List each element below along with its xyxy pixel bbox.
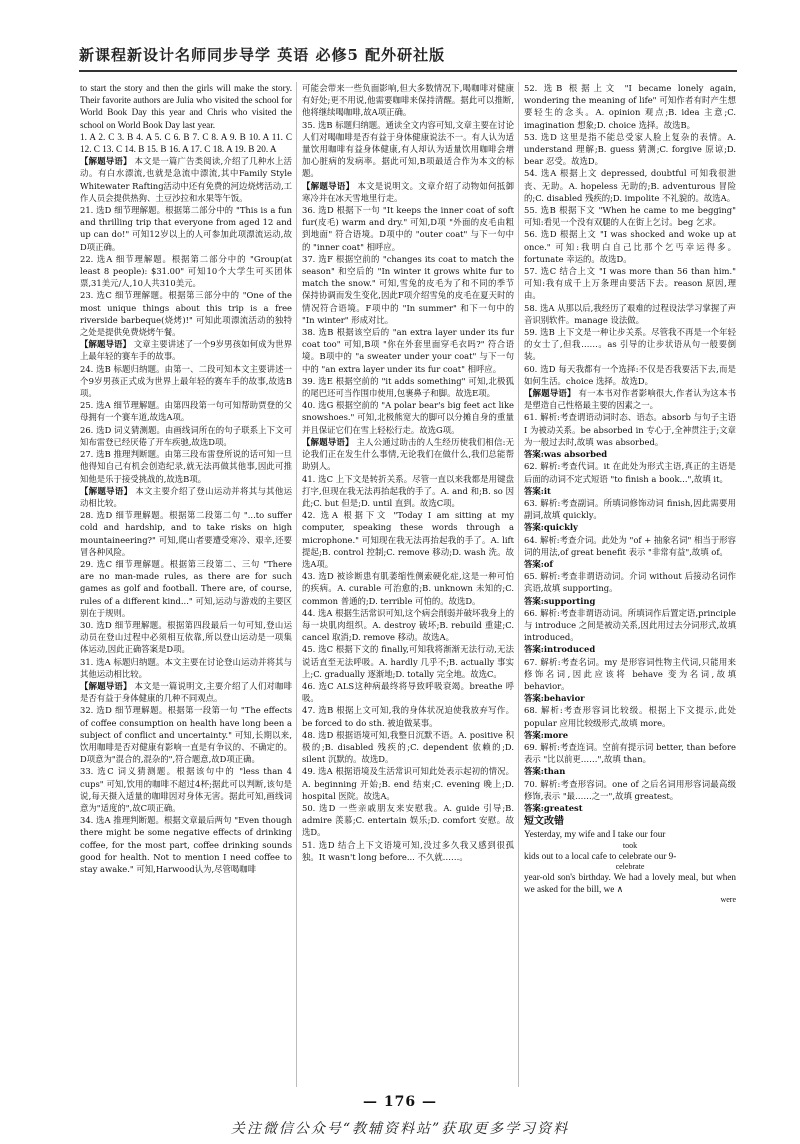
answer-entry: to start the story and then the girls will make the story. Their favorite authors are Julia who visited the school for World Book Day this year and Chris who visited the school on World Book Day last year.	[80, 83, 292, 130]
correction-insert: took	[622, 840, 638, 850]
answer-entry: 66. 解析:考查非谓语动词。所填词作后置定语,principle 与 introduce 之间是被动关系,因此用过去分词形式,故填 introduced。	[524, 607, 736, 643]
answer-columns	[80, 82, 740, 1092]
answer-entry: 44. 选A 根据生活常识可知,这个病会削弱并破坏我身上的每一块肌肉组织。A. destroy 破坏;B. rebuild 重建;C. cancel 取消;D. remove 移动。故选A。	[302, 607, 514, 643]
answer-entry: 可能会带来一些负面影响,但大多数情况下,喝咖啡对健康有好处;更不用说,他需要咖啡来保持清醒。据此可以推断,他将继续喝咖啡,故A项正确。	[302, 83, 514, 118]
column-divider	[518, 82, 519, 1087]
answer-entry: 25. 选A 细节理解题。由第四段第一句可知帮助贾登的父母拥有一个赛车道,故选A项。	[80, 400, 292, 423]
correction-passage	[524, 828, 736, 904]
answer-entry: 53. 选D 这里是指不能总受家人脸上复杂的表情。A. understand 理解;B. guess 猜测;C. forgive 原谅;D. bear 忍受。故选D。	[524, 131, 736, 167]
answer-entry: 52. 选B 根据上文 "I became lonely again, wondering the meaning of life" 可知作者有时产生想要轻生的念头。A. opinion 观点;B. idea 主意;C. imagination 想象;D. choice 选择。故选B。	[524, 83, 736, 130]
answer-entry: 22. 选A 细节理解题。根据第二部分中的 "Group(at least 8 people): $31.00" 可知10个大学生可买团体票,31美元/人,10人共310美元。	[80, 253, 292, 289]
answer-entry: 37. 选F 根据空前的 "changes its coat to match the season" 和空后的 "In winter it grows white fur to match the snow." 可知,雪兔的皮毛为了和不同的季节保持协调而发生变化,因此F项介绍雪兔的皮毛在夏天时的情况符合语境。F项中的 "In summer" 和下一句中的 "In winter" 形成对比。	[302, 253, 514, 325]
answer-line: 答案:was absorbed	[524, 449, 608, 460]
answer-entry: 67. 解析:考查名词。my 是形容词性物主代词,只能用来修饰名词,因此应该将 behave 变为名词,故填 behavior。	[524, 656, 736, 691]
answer-line: 答案:quickly	[524, 522, 578, 533]
answer-entry: 32. 选D 细节理解题。根据第一段第一句 "The effects of coffee consumption on health have long been a subject of conflict and uncertainty." 可知,长期以来,饮用咖啡是否对健康有影响一直是有争议的、不确定的。D项意为"混合的,混杂的",符合题意,故D项正确。	[80, 705, 292, 765]
answer-entry: 49. 选A 根据语境及生活常识可知此处表示起初的情况。A. beginning 开始;B. end 结束;C. evening 晚上;D. hospital 医院。故选A。	[302, 766, 514, 801]
answer-line: 答案:behavior	[524, 693, 585, 704]
footer-note: 关注微信公众号“教辅资料站”获取更多学习资料	[230, 1121, 570, 1137]
answer-entry: 45. 选C 根据下文的 finally,可知我将渐渐无法行动,无法说话直至无法呼吸。A. hardly 几乎不;B. actually 事实上;C. gradually 逐渐地;D. totally 完全地。故选C。	[302, 644, 514, 679]
answer-entry: 57. 选C 结合上文 "I was more than 56 than him." 可知:我有成千上万条理由要活下去。reason 原因,理由。	[524, 266, 736, 301]
column-2	[302, 82, 514, 1092]
answer-entry: 42. 选A 根据下文 "Today I am sitting at my computer, speaking these words through a microphone." 可知现在我无法再抬起我的手了。A. lift 提起;B. control 控制;C. remove 移动;D. wash 洗。故选A项。	[302, 510, 514, 569]
passage-intro: 【解题导语】 文章主要讲述了一个9岁男孩如何成为世界上最年轻的赛车手的故事。	[80, 339, 292, 362]
column-1	[80, 82, 292, 1092]
answer-entry: 47. 选B 根据上文可知,我的身体状况迫使我放弃写作。be forced to do sth. 被迫做某事。	[302, 705, 514, 728]
answer-entry: 27. 选B 推理判断题。由第三段布雷登所说的话可知一旦他得知自己有机会创造纪录,就无法再做其他事,因此可推知他是乐于接受挑战的,故选B项。	[80, 449, 292, 484]
column-3	[524, 82, 736, 1092]
answer-entry: 62. 解析:考查代词。it 在此处为形式主语,真正的主语是后面的动词不定式短语 "to finish a book...",故填 it。	[524, 461, 736, 484]
answer-entry: 63. 解析:考查副词。所填词修饰动词 finish,因此需要用副词,故填 quickly。	[524, 497, 736, 521]
correction-heading: 短文改错	[524, 816, 564, 828]
section-tag: 【解题导语】	[80, 680, 132, 691]
answer-entry: 1. A 2. C 3. B 4. A 5. C 6. B 7. C 8. A 9. B 10. A 11. C 12. C 13. C 14. B 15. B 16. A 17. C 18. A 19. B 20. A	[80, 131, 292, 155]
answer-entry: 40. 选G 根据空前的 "A polar bear's big feet act like snowshoes." 可知,北极熊宽大的脚可以分摊自身的重量并且保证它们在雪上轻松行走。故选G项。	[302, 400, 514, 435]
answer-line: 答案:more	[524, 729, 569, 740]
answer-entry: 65. 解析:考查非谓语动词。介词 without 后接动名词作宾语,故填 supporting。	[524, 571, 736, 594]
answer-line: 答案:than	[524, 766, 566, 777]
answer-entry: 30. 选D 细节理解题。根据第四段最后一句可知,登山运动员在登山过程中必须相互依靠,所以登山运动是一项集体运动,因此正确答案是D项。	[80, 619, 292, 655]
answer-entry: 24. 选B 标题归纳题。由第一、二段可知本文主要讲述一个9岁男孩正式成为世界上最年轻的赛车手的故事,故选B项。	[80, 363, 292, 399]
correction-line: Yesterday, my wife and I take our four	[524, 829, 666, 840]
answer-entry: 48. 选D 根据语境可知,我整日沉默不语。A. positive 积极的;B. disabled 残疾的;C. dependent 依赖的;D. silent 沉默的。故选D。	[302, 729, 514, 765]
answer-entry: 64. 解析:考查介词。此处为 "of + 抽象名词" 相当于形容词的用法,of great benefit 表示 "非常有益",故填 of。	[524, 534, 736, 557]
answer-entry: 59. 选B 上下文是一种让步关系。尽管我不再是一个年轻的女士了,但我……。as 引导的让步状语从句一般要倒装。	[524, 327, 736, 362]
answer-entry: 51. 选D 结合上下文语境可知,没过多久我又感到很孤独。It wasn't long before... 不久就……。	[302, 839, 514, 862]
answer-entry: 54. 选A 根据上文 depressed, doubtful 可知我很泄丧、无助。A. hopeless 无助的;B. adventurous 冒险的;C. disabled 残疾的;D. impolite 不礼貌的。故选A。	[524, 168, 736, 203]
answer-line: 答案:introduced	[524, 644, 596, 655]
answer-entry: 35. 选B 标题归纳题。通读全文内容可知,文章主要在讨论人们对喝咖啡是否有益于身体健康说法不一。有人认为适量饮用咖啡有益身体健康,有人却认为适量饮用咖啡会增加心脏病的发病率。据此可知,B项最适合作为本文的标题。	[302, 119, 514, 179]
passage-intro: 【解题导语】 本文是说明文。文章介绍了动物如何抵御寒冷并在冰天雪地里行走。	[302, 180, 514, 203]
section-tag: 【解题导语】	[302, 436, 354, 447]
section-tag: 【解题导语】	[302, 180, 355, 191]
passage-intro: 【解题导语】 本文是一篇广告类阅读,介绍了几种水上活动。有白水漂流,也就是急流中漂流,其中Family Style Whitewater Rafting活动中还有免费的河边烧烤活动,工作人员会提供热狗、土豆沙拉和水果等午饭。	[80, 156, 292, 203]
answer-entry: 56. 选D 根据上文 "I was shocked and woke up at once." 可知:我明白自己比那个乞丐幸运得多。fortunate 幸运的。故选D。	[524, 229, 736, 264]
answer-entry: 36. 选D 根据下一句 "It keeps the inner coat of soft fur(皮毛) warm and dry." 可知,D项 "外面的皮毛由粗到地面" 符合语境。D项中的 "outer coat" 与下一句中的 "inner coat" 相呼应。	[302, 205, 514, 252]
answer-entry: 50. 选D 一些亲戚朋友来安慰我。A. guide 引导;B. admire 羡慕;C. entertain 娱乐;D. comfort 安慰。故选D。	[302, 802, 514, 838]
section-tag: 【解题导语】	[80, 156, 132, 167]
answer-line: 答案:of	[524, 558, 554, 569]
answer-entry: 28. 选D 细节理解题。根据第二段第二句 "...to suffer cold and hardship, and to take risks on high mountaineering?" 可知,爬山者要遭受寒冷、艰辛,还要冒各种风险。	[80, 510, 292, 557]
answer-entry: 69. 解析:考查连词。空前有提示词 better, than before 表示 "比以前更……",故填 than。	[524, 741, 736, 765]
column-3-body	[524, 82, 736, 814]
correction-line: kids out to a local cafe to celebrate our 9-	[524, 850, 677, 861]
answer-entry: 33. 选C 词义猜测题。根据该句中的 "less than 4 cups" 可知,饮用的咖啡不超过4杯;据此可以判断,该句是说,每天摄入适量的咖啡因对身体无害。据此可知,画线词意为"适度的",故C项正确。	[80, 766, 292, 813]
passage-intro: 【解题导语】 主人公通过助击的人生经历使我们相信:无论我们正在发生什么事情,无论我们在做什么,我们总能帮助别人。	[302, 436, 514, 472]
section-tag: 【解题导语】	[80, 485, 133, 496]
answer-entry: 58. 选A 从那以后,我经历了艰难的过程设法学习掌握了声音识别软件。manage 设法做。	[524, 302, 736, 325]
answer-entry: 29. 选C 细节理解题。根据第三段第二、三句 "There are no man-made rules, as there are for such games as golf and football. There are, of course, rules of a different kind..." 可知,运动与游戏的主要区别在于规则。	[80, 558, 292, 618]
answer-entry: 21. 选D 细节理解题。根据第二部分中的 "This is a fun and thrilling trip that everyone from aged 12 and up can do!" 可知12岁以上的人可参加此项漂流运动,故D项正确。	[80, 205, 292, 252]
answer-entry: 61. 解析:考查谓语动词时态、语态。absorb 与句子主语 I 为被动关系。be absorbed in 专心于,全神贯注于;文章为一般过去时,故填 was absorbed。	[524, 412, 736, 447]
answer-entry: 41. 选C 上下文是转折关系。尽管一直以来我都是用键盘打字,但现在我无法再抬起我的手了。A. and 和;B. so 因此;C. but 但是;D. until 直到。故选C项。	[302, 473, 514, 508]
header-divider	[79, 70, 737, 72]
answer-entry: 34. 选A 推理判断题。根据文章最后两句 "Even though there might be some negative effects of drinking coffee, for the most part, coffee drinking sounds good for health. Not to mention I need coffee to stay awake." 可知,Harwood认为,尽管喝咖啡	[80, 815, 292, 874]
column-divider	[296, 82, 297, 1087]
answer-entry: 23. 选C 细节理解题。根据第三部分中的 "One of the most unique things about this trip is a free riverside barbeque(烧烤)!" 可知此项漂流活动的独特之处是提供免费烧烤午餐。	[80, 290, 292, 338]
answer-entry: 60. 选D 每天我都有一个选择:不仅是否我要活下去,而是如何生活。choice 选择。故选D。	[524, 363, 736, 386]
answer-line: 答案:greatest	[524, 802, 583, 813]
answer-entry: 43. 选D 被诊断患有肌萎缩性侧索硬化症,这是一种可怕的疾病。A. curable 可治愈的;B. unknown 未知的;C. common 普通的;D. terrible 可怕的。故选D。	[302, 571, 514, 606]
section-tag: 【解题导语】	[524, 388, 576, 399]
passage-intro: 【解题导语】 本文是一篇说明文,主要介绍了人们对咖啡是否有益于身体健康的几种不同观点。	[80, 680, 292, 704]
answer-entry: 55. 选B 根据下文 "When he came to me begging" 可知:看见一个没有双腿的人在街上乞讨。beg 乞求。	[524, 205, 736, 228]
correction-line: year-old son's birthday. We had a lovely meal, but when we asked for the bill, we ∧	[524, 871, 736, 894]
page-number: — 176 —	[363, 1094, 437, 1110]
passage-intro: 【解题导语】 本文主要介绍了登山运动并将其与其他运动相比较。	[80, 485, 292, 508]
answer-entry: 70. 解析:考查形容词。one of 之后名词用形容词最高级修饰,表示 "最……之一",故填 greatest。	[524, 778, 736, 801]
answer-entry: 31. 选A 标题归纳题。本文主要在讨论登山运动并将其与其他运动相比较。	[80, 656, 292, 679]
page-header: 新课程新设计名师同步导学 英语 必修5 配外研社版	[79, 46, 446, 64]
answer-line: 答案:supporting	[524, 595, 596, 606]
answer-entry: 46. 选C ALS这种病最终将导致呼吸衰竭。breathe 呼吸。	[302, 680, 514, 704]
answer-entry: 38. 选B 根据该空后的 "an extra layer under its fur coat too" 可知,B项 "你在外套里面穿毛衣吗?" 符合语境。B项中的 "a sweater under your coat" 与下一句中的 "an extra layer under its fur coat" 相呼应。	[302, 327, 514, 374]
section-tag: 【解题导语】	[80, 339, 131, 350]
answer-entry: 39. 选E 根据空前的 "it adds something" 可知,北极狐的尾巴还可当作围巾使用,包裹鼻子和脚。故选E项。	[302, 375, 514, 399]
answer-entry: 68. 解析:考查形容词比较级。根据上下文提示,此处 popular 应用比较级形式,故填 more。	[524, 705, 736, 728]
correction-insert: were	[720, 895, 736, 905]
correction-insert: celebrate	[615, 861, 645, 871]
answer-line: 答案:it	[524, 485, 551, 496]
passage-intro: 【解题导语】 有一本书对作者影响很大,作者认为这本书是塑造自己性格最主要的因素之一。	[524, 388, 736, 411]
answer-entry: 26. 选D 词义猜测题。由画线词所在的句子联系上下文可知布雷登已经厌倦了开车疾驰,故选D项。	[80, 424, 292, 447]
